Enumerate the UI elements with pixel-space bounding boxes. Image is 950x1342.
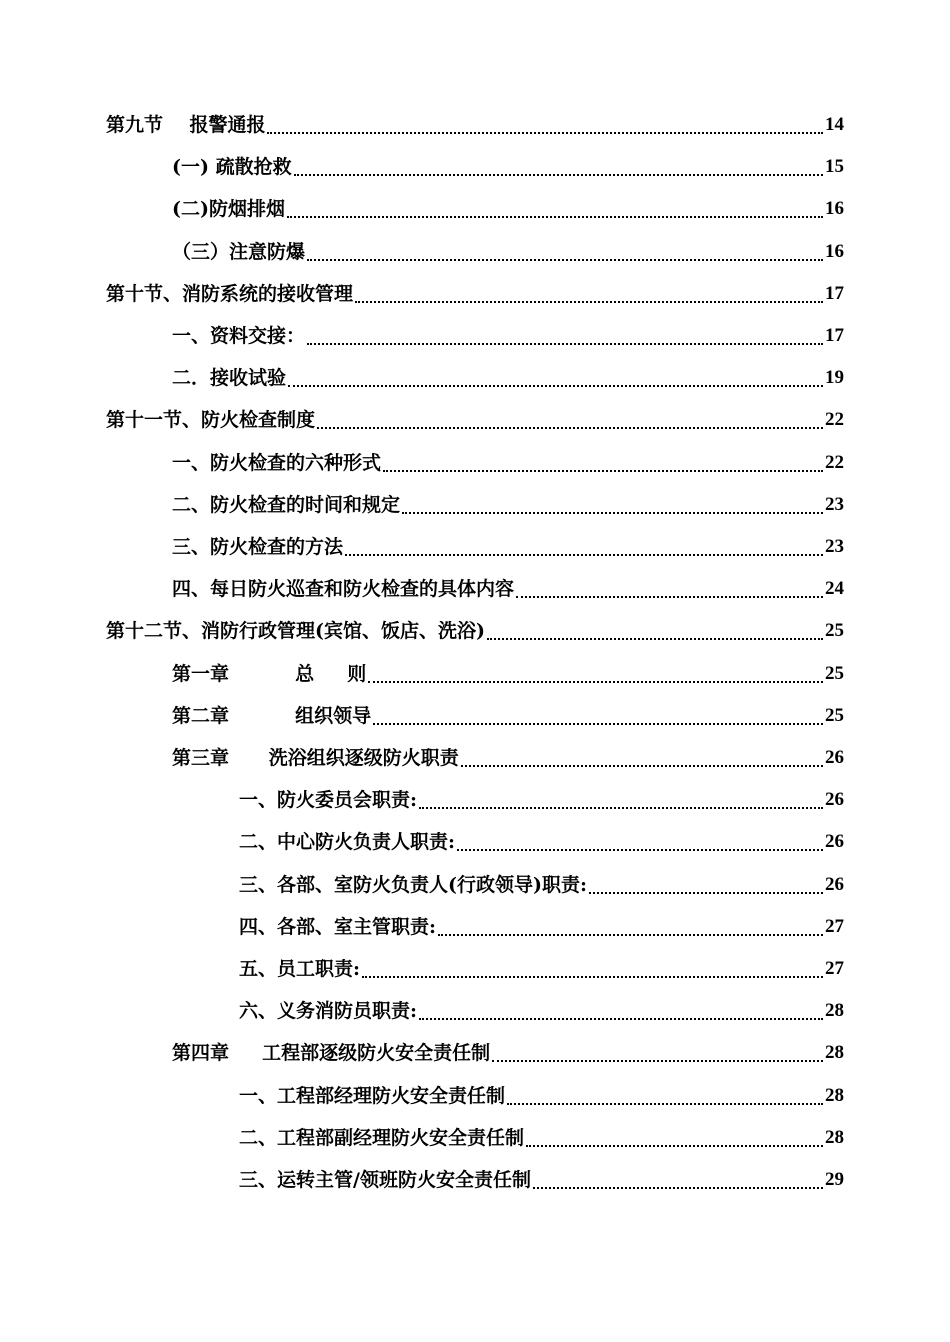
dot-leader: [492, 1059, 823, 1062]
dot-leader: [457, 848, 823, 851]
dot-leader: [355, 300, 823, 303]
toc-entry-link[interactable]: [172, 1032, 844, 1074]
toc-entry-link[interactable]: [239, 1075, 844, 1117]
toc-row: [0, 231, 950, 273]
dot-leader: [288, 384, 823, 387]
toc-entry-title: (二)防烟排烟: [172, 198, 285, 221]
toc-row: [0, 568, 950, 610]
toc-entry-title: 第三章 洗浴组织逐级防火职责: [172, 747, 459, 769]
toc-entry-title: 第四章 工程部逐级防火安全责任制: [172, 1042, 491, 1065]
toc-entry-page-number: 28: [825, 1126, 844, 1148]
toc-row: [0, 906, 950, 948]
toc-entry-page-number: 16: [825, 240, 844, 262]
toc-entry-title: 第二章 组织领导: [172, 704, 372, 727]
toc-row: [0, 610, 950, 652]
toc-entry-link[interactable]: [172, 357, 844, 399]
dot-leader: [507, 1102, 823, 1105]
toc-entry-title: 第十二节、消防行政管理(宾馆、饭店、洗浴): [106, 620, 485, 643]
toc-row: [0, 737, 950, 779]
toc-entry-link[interactable]: [172, 526, 844, 568]
toc-entry-title: 五、员工职责:: [239, 958, 361, 980]
toc-row: [0, 653, 950, 695]
toc-entry-page-number: 14: [825, 114, 844, 135]
toc-row: [0, 779, 950, 821]
toc-row: [0, 864, 950, 906]
toc-row: [0, 315, 950, 357]
toc-entry-page-number: 22: [825, 409, 844, 431]
dot-leader: [487, 637, 823, 640]
toc-entry-link[interactable]: [172, 737, 844, 779]
toc-entry-link[interactable]: [106, 273, 844, 315]
toc-entry-link[interactable]: [172, 568, 844, 610]
toc-entry-link[interactable]: [239, 821, 844, 863]
toc-entry-page-number: 24: [825, 578, 844, 600]
toc-entry-link[interactable]: [239, 1117, 844, 1159]
toc-row: [0, 1117, 950, 1159]
dot-leader: [317, 426, 823, 429]
toc-entry-page-number: 19: [825, 367, 844, 389]
toc-row: [0, 104, 950, 146]
toc-entry-title: 第一章 总 则: [172, 662, 367, 685]
dot-leader: [438, 933, 823, 936]
toc-row: [0, 1075, 950, 1117]
toc-entry-title: 三、运转主管/领班防火安全责任制: [239, 1169, 531, 1191]
toc-entry-page-number: 26: [825, 789, 844, 811]
toc-entry-page-number: 26: [825, 873, 844, 895]
toc-row: [0, 399, 950, 441]
toc-entry-page-number: 26: [825, 747, 844, 768]
toc-entry-title: （三）注意防爆: [172, 240, 306, 263]
dot-leader: [402, 511, 823, 514]
toc-row: [0, 821, 950, 863]
dot-leader: [373, 722, 823, 725]
toc-row: [0, 442, 950, 484]
toc-entry-page-number: 28: [825, 1000, 844, 1022]
dot-leader: [419, 1017, 823, 1020]
dot-leader: [533, 1186, 823, 1189]
toc-entry-title: 一、工程部经理防火安全责任制: [239, 1084, 506, 1107]
toc-entry-link[interactable]: [106, 104, 844, 146]
toc-row: [0, 188, 950, 230]
toc-entry-page-number: 26: [825, 831, 844, 853]
toc-entry-page-number: 15: [825, 156, 844, 178]
toc-entry-title: 第十节、消防系统的接收管理: [106, 282, 354, 305]
toc-row: [0, 484, 950, 526]
toc-entry-link[interactable]: [172, 315, 844, 357]
dot-leader: [589, 891, 823, 894]
toc-entry-title: 四、各部、室主管职责:: [239, 915, 437, 938]
toc-entry-link[interactable]: [239, 948, 844, 990]
dot-leader: [267, 131, 823, 134]
toc-row: [0, 695, 950, 737]
toc-entry-link[interactable]: [172, 442, 844, 484]
toc-entry-page-number: 22: [825, 451, 844, 473]
dot-leader: [307, 342, 823, 345]
toc-entry-link[interactable]: [106, 610, 844, 652]
dot-leader: [516, 595, 823, 598]
toc-row: [0, 146, 950, 188]
toc-row: [0, 948, 950, 990]
toc-row: [0, 357, 950, 399]
toc-entry-page-number: 17: [825, 282, 844, 304]
toc-entry-link[interactable]: [172, 146, 844, 188]
toc-entry-title: 六、义务消防员职责:: [239, 1000, 418, 1023]
dot-leader: [362, 975, 823, 978]
toc-entry-title: 三、防火检查的方法: [172, 536, 344, 558]
toc-entry-link[interactable]: [239, 864, 844, 906]
toc-row: [0, 526, 950, 568]
toc-entry-page-number: 23: [825, 493, 844, 515]
toc-entry-page-number: 25: [825, 620, 844, 642]
dot-leader: [461, 764, 823, 767]
toc-row: [0, 273, 950, 315]
toc-entry-link[interactable]: [172, 231, 844, 273]
dot-leader: [307, 258, 823, 261]
toc-entry-page-number: 28: [825, 1042, 844, 1064]
toc-entry-title: 四、每日防火巡查和防火检查的具体内容: [172, 578, 515, 601]
toc-entry-title: 三、各部、室防火负责人(行政领导)职责:: [239, 873, 587, 896]
dot-leader: [368, 680, 823, 683]
dot-leader: [287, 215, 823, 218]
dot-leader: [419, 806, 823, 809]
dot-leader: [345, 553, 823, 556]
toc-entry-link[interactable]: [172, 188, 844, 230]
toc-entry-title: 二、中心防火负责人职责:: [239, 831, 456, 854]
toc-entry-link[interactable]: [106, 399, 844, 441]
dot-leader: [526, 1144, 823, 1147]
toc-entry-title: 一、资料交接：: [172, 325, 306, 347]
toc-entry-title: (一) 疏散抢救: [172, 156, 292, 179]
toc-entry-title: 第九节 报警通报: [106, 114, 266, 136]
toc-entry-link[interactable]: [172, 653, 844, 695]
toc-entry-link[interactable]: [239, 1159, 844, 1201]
toc-entry-title: 第十一节、防火检查制度: [106, 409, 316, 432]
toc-entry-title: 二、防火检查的时间和规定: [172, 493, 401, 516]
toc-entry-link[interactable]: [239, 779, 844, 821]
toc-row: [0, 1032, 950, 1074]
toc-entry-link[interactable]: [239, 990, 844, 1032]
toc-entry-page-number: 27: [825, 958, 844, 979]
toc-entry-link[interactable]: [172, 695, 844, 737]
toc-entry-title: 一、防火检查的六种形式: [172, 451, 382, 474]
toc-row: [0, 1159, 950, 1201]
toc-entry-page-number: 23: [825, 536, 844, 557]
dot-leader: [383, 469, 823, 472]
toc-entry-page-number: 27: [825, 915, 844, 937]
toc-entry-page-number: 16: [825, 198, 844, 220]
toc-entry-link[interactable]: [172, 484, 844, 526]
toc-entry-link[interactable]: [239, 906, 844, 948]
toc-entry-title: 二．接收试验: [172, 367, 287, 390]
toc-entry-page-number: 25: [825, 662, 844, 684]
toc-entry-page-number: 28: [825, 1084, 844, 1106]
toc-entry-page-number: 17: [825, 325, 844, 346]
toc-entry-page-number: 29: [825, 1169, 844, 1190]
toc-row: [0, 990, 950, 1032]
toc-entry-title: 一、防火委员会职责:: [239, 789, 418, 812]
dot-leader: [294, 173, 823, 176]
toc-entry-title: 二、工程部副经理防火安全责任制: [239, 1126, 525, 1149]
toc-entry-page-number: 25: [825, 704, 844, 726]
